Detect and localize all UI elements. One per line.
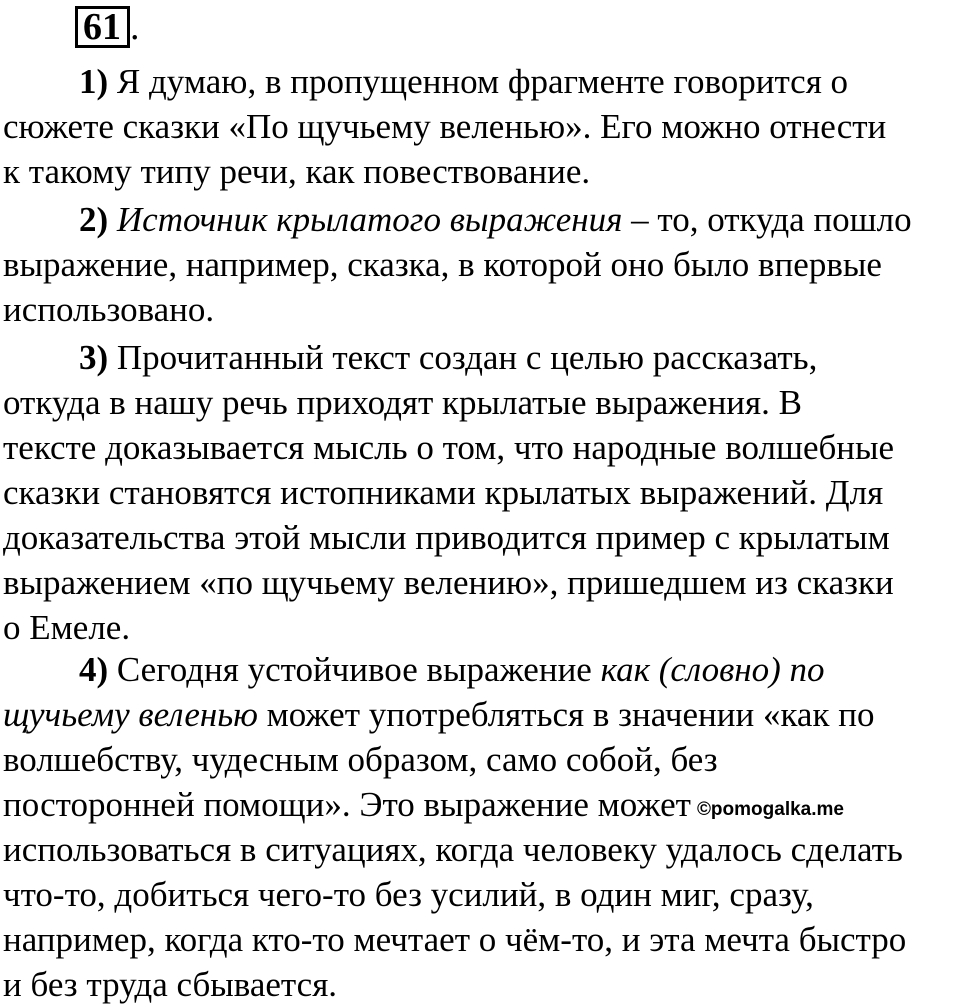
text-line: что-то, добиться чего-то без усилий, в один миг, сразу, (3, 875, 814, 914)
text-line: сюжете сказки «По щучьему веленью». Его можно отнести (3, 107, 887, 146)
text-line: волшебству, чудесным образом, само собой, без (3, 740, 718, 779)
text-line: выражение, например, сказка, в которой оно было впервые (3, 245, 882, 284)
text-line: 1) Я думаю, в пропущенном фрагменте говорится о (79, 62, 849, 101)
text-line: к такому типу речи, как повествование. (3, 152, 591, 191)
text-line: посторонней помощи». Это выражение может ©pomogalka.me (3, 785, 844, 824)
item-marker: 3) (79, 338, 109, 377)
phrase-italic: как (словно) по (600, 650, 825, 689)
answer-paragraph-4 (3, 647, 960, 1007)
answer-paragraph-2 (3, 197, 960, 332)
exercise-number (75, 6, 140, 48)
exercise-number-box: 61 (75, 6, 130, 48)
text-line: тексте доказывается мысль о том, что народные волшебные (3, 428, 895, 467)
text-line: откуда в нашу речь приходят крылатые выражения. В (3, 383, 802, 422)
text-line: 2) Источник крылатого выражения – то, откуда пошло (79, 200, 912, 239)
term-italic: Источник крылатого выражения (116, 200, 623, 239)
phrase-italic: щучьему веленью (3, 695, 258, 734)
exercise-number-dot: . (130, 6, 140, 48)
answer-paragraph-3 (3, 335, 960, 650)
text-line: выражением «по щучьему велению», пришедшем из сказки (3, 563, 894, 602)
text-line: щучьему веленью может употребляться в значении «как по (3, 695, 875, 734)
watermark: ©pomogalka.me (696, 799, 844, 820)
text-line: 4) Сегодня устойчивое выражение как (словно) по (79, 650, 825, 689)
text-line: о Емеле. (3, 608, 131, 647)
text-line: использоваться в ситуациях, когда человеку удалось сделать (3, 830, 903, 869)
item-marker: 4) (79, 650, 109, 689)
text-line: сказки становятся истопниками крылатых выражений. Для (3, 473, 884, 512)
item-marker: 2) (79, 200, 109, 239)
text-line: например, когда кто-то мечтает о чём-то, и эта мечта быстро (3, 920, 907, 959)
text-line: 3) Прочитанный текст создан с целью рассказать, (79, 338, 818, 377)
text-line: и без труда сбывается. (3, 965, 338, 1004)
answer-paragraph-1 (3, 59, 960, 194)
item-marker: 1) (79, 62, 109, 101)
text-line: использовано. (3, 290, 215, 329)
text-line: доказательства этой мысли приводится пример с крылатым (3, 518, 890, 557)
